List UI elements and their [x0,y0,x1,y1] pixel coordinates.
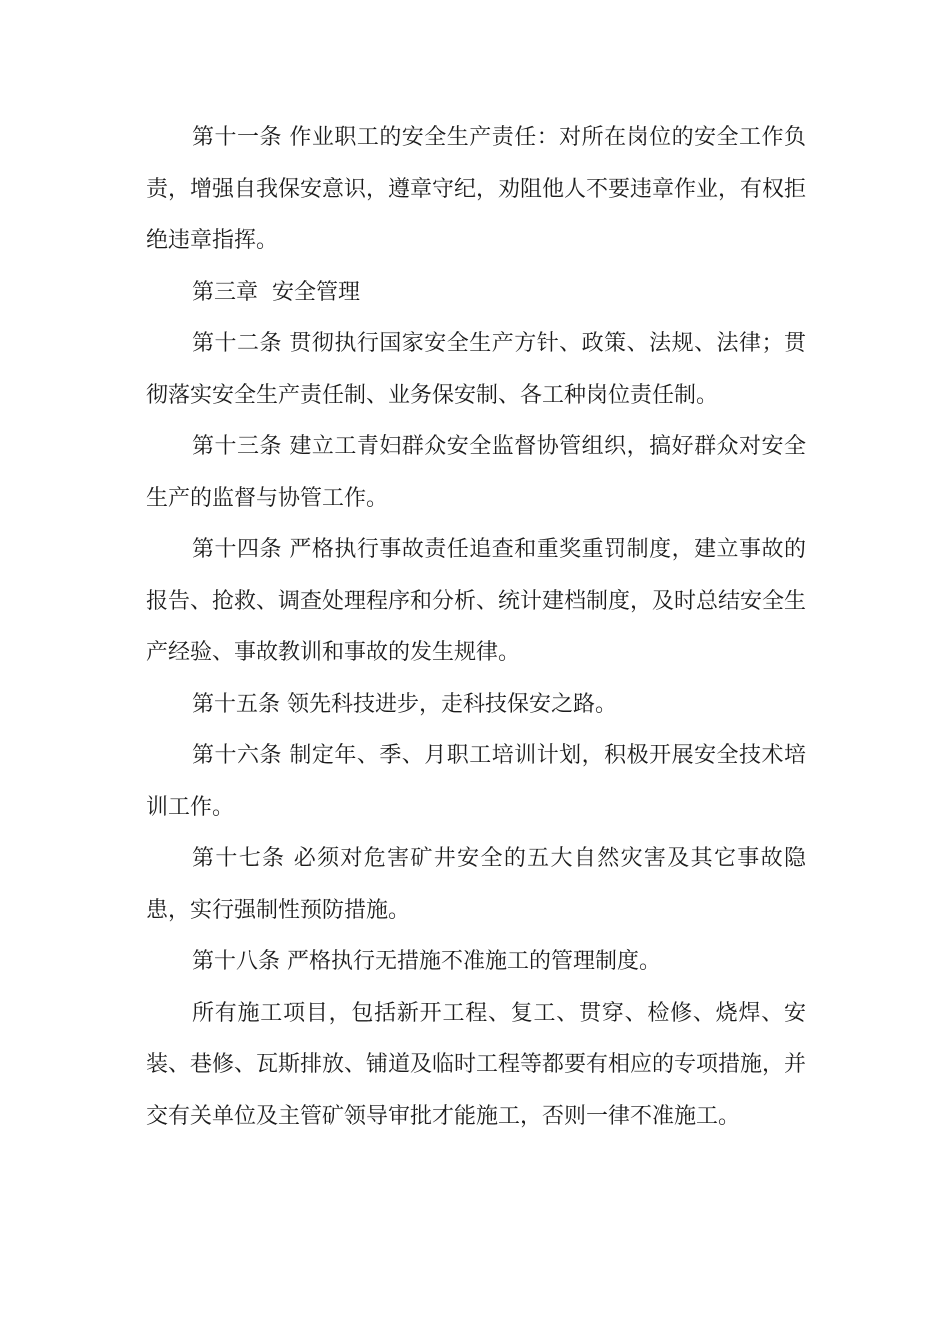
article-13-paragraph: 第十三条 建立工青妇群众安全监督协管组织，搞好群众对安全生产的监督与协管工作。 [146,434,806,511]
article-12-paragraph: 第十二条 贯彻执行国家安全生产方针、政策、法规、法律；贯彻落实安全生产责任制、业务保安制、各工种岗位责任制。 [146,331,806,408]
article-11-paragraph: 第十一条 作业职工的安全生产责任：对所在岗位的安全工作负责，增强自我保安意识，遵章守纪，劝阻他人不要违章作业，有权拒绝违章指挥。 [146,125,807,253]
chapter-3-heading: 第三章 安全管理 [192,279,360,305]
article-15-paragraph: 第十五条 领先科技进步，走科技保安之路。 [192,691,617,717]
article-17-paragraph: 第十七条 必须对危害矿井安全的五大自然灾害及其它事故隐患，实行强制性预防措施。 [146,846,806,923]
document-body [146,112,806,1142]
article-16-paragraph: 第十六条 制定年、季、月职工培训计划，积极开展安全技术培训工作。 [146,743,806,820]
construction-items-paragraph: 所有施工项目，包括新开工程、复工、贯穿、检修、烧焊、安装、巷修、瓦斯排放、铺道及临时工程等都要有相应的专项措施，并交有关单位及主管矿领导审批才能施工，否则一律不准施工。 [146,1000,807,1129]
article-18-paragraph: 第十八条 严格执行无措施不准施工的管理制度。 [192,949,661,974]
article-14-paragraph: 第十四条 严格执行事故责任追查和重奖重罚制度，建立事故的报告、抢救、调查处理程序和分析、统计建档制度，及时总结安全生产经验、事故教训和事故的发生规律。 [146,537,807,665]
